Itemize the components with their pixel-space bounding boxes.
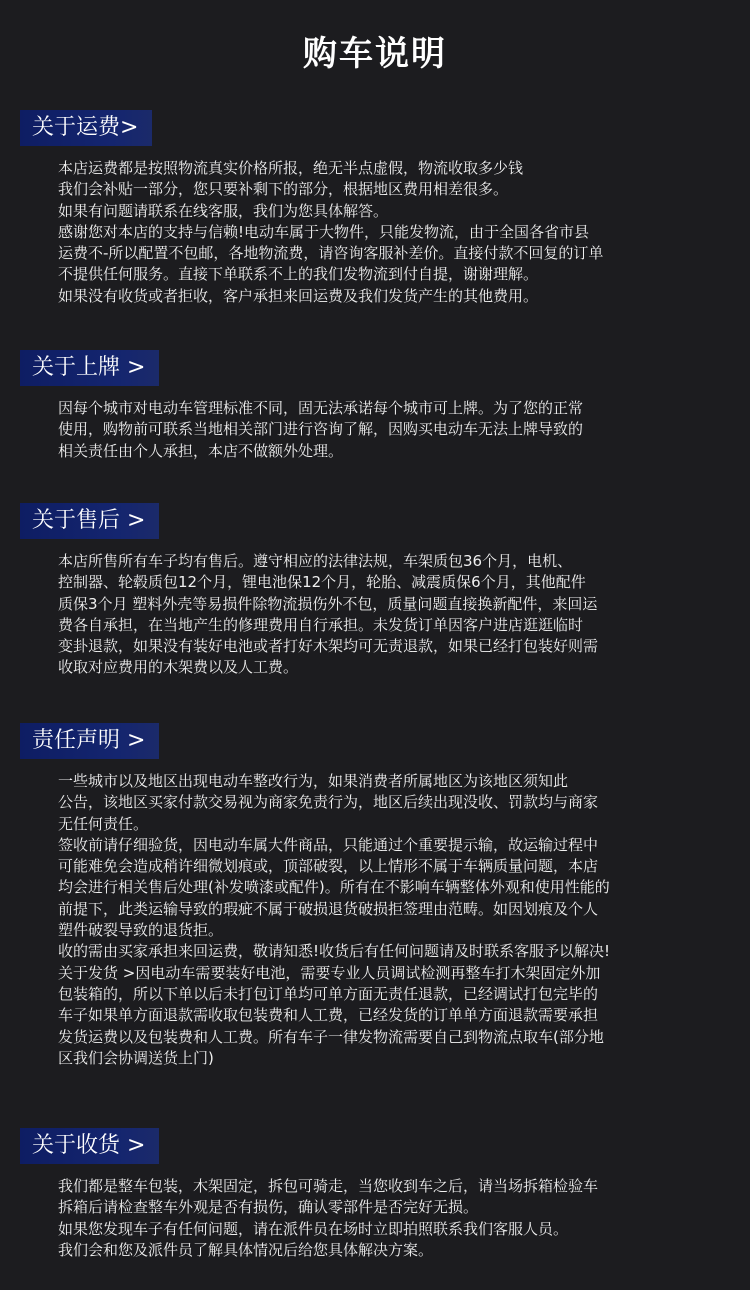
body-line: 费各自承担，在当地产生的修理费用自行承担。未发货订单因客户进店逛逛临时 [58, 615, 584, 634]
body-line: 如果您发现车子有任何问题，请在派件员在场时立即拍照联系我们客服人员。 [58, 1219, 569, 1238]
section-license-plate [0, 350, 750, 462]
body-line: 无任何责任。 [58, 814, 149, 833]
body-line: 我们都是整车包装，木架固定，拆包可骑走，当您收到车之后，请当场拆箱检验车 [58, 1177, 599, 1195]
body-line: 控制器、轮毂质包12个月，锂电池保12个月，轮胎、减震质保6个月，其他配件 [58, 573, 586, 592]
body-line: 变卦退款，如果没有装好电池或者打好木架均可无责退款，如果已经打包装好则需 [58, 637, 599, 656]
section-liability-statement [0, 723, 750, 1069]
body-line: 包装箱的，所以下单以后未打包订单均可单方面无责任退款，已经调试打包完毕的 [58, 984, 599, 1003]
body-line: 均会进行相关售后处理(补发喷漆或配件)。所有在不影响车辆整体外观和使用性能的 [58, 878, 610, 897]
body-line: 不提供任何服务。直接下单联系不上的我们发物流到付自提，谢谢理解。 [58, 265, 539, 284]
body-line: 如果有问题请联系在线客服，我们为您具体解答。 [58, 201, 389, 220]
body-line: 可能难免会造成稍许细微划痕或，顶部破裂，以上情形不属于车辆质量问题，本店 [58, 857, 599, 876]
section-heading: 关于收货 > [20, 1128, 159, 1164]
body-line: 本店所售所有车子均有售后。遵守相应的法律法规，车架质包36个月，电机、 [58, 552, 573, 570]
body-line: 感谢您对本店的支持与信赖!电动车属于大物件，只能发物流，由于全国各省市县 [58, 222, 590, 241]
section-shipping [0, 110, 750, 307]
body-line: 相关责任由个人承担，本店不做额外处理。 [58, 441, 344, 460]
body-line: 因每个城市对电动车管理标准不同，固无法承诺每个城市可上牌。为了您的正常 [58, 399, 584, 417]
section-after-sales [0, 503, 750, 679]
section-heading: 关于运费> [20, 110, 152, 146]
body-line: 使用，购物前可联系当地相关部门进行咨询了解，因购买电动车无法上牌导致的 [58, 420, 584, 439]
section-body [58, 551, 738, 679]
body-line: 我们会和您及派件员了解具体情况后给您具体解决方案。 [58, 1240, 434, 1259]
section-receiving [0, 1128, 750, 1261]
section-heading: 关于售后 > [20, 503, 159, 539]
body-line: 车子如果单方面退款需收取包装费和人工费，已经发货的订单单方面退款需要承担 [58, 1006, 599, 1025]
body-line: 收的需由买家承担来回运费，敬请知悉!收货后有任何问题请及时联系客服予以解决! [58, 942, 611, 961]
section-body [58, 771, 738, 1069]
body-line: 塑件破裂导致的退货拒。 [58, 921, 224, 940]
body-line: 收取对应费用的木架费以及人工费。 [58, 658, 299, 677]
page-title: 购车说明 [303, 34, 447, 74]
section-body [58, 1176, 738, 1261]
body-line: 运费不-所以配置不包邮，各地物流费，请咨询客服补差价。直接付款不回复的订单 [58, 244, 604, 263]
body-line: 公告，该地区买家付款交易视为商家免责行为，地区后续出现没收、罚款均与商家 [58, 793, 599, 812]
body-line: 签收前请仔细验货，因电动车属大件商品，只能通过个重要提示输，故运输过程中 [58, 835, 599, 854]
body-line: 区我们会协调送货上门) [58, 1048, 214, 1067]
body-line: 一些城市以及地区出现电动车整改行为，如果消费者所属地区为该地区须知此 [58, 772, 569, 790]
body-line: 发货运费以及包装费和人工费。所有车子一律发物流需要自己到物流点取车(部分地 [58, 1027, 604, 1046]
section-heading: 责任声明 > [20, 723, 159, 759]
body-line: 关于发货 >因电动车需要装好电池，需要专业人员调试检测再整车打木架固定外加 [58, 963, 601, 982]
section-body [58, 158, 738, 307]
body-line: 拆箱后请检查整车外观是否有损伤，确认零部件是否完好无损。 [58, 1198, 479, 1217]
body-line: 质保3个月 塑料外壳等易损件除物流损伤外不包，质量问题直接换新配件，来回运 [58, 594, 598, 613]
body-line: 本店运费都是按照物流真实价格所报，绝无半点虚假，物流收取多少钱 [58, 159, 524, 177]
body-line: 前提下，此类运输导致的瑕疵不属于破损退货破损拒签理由范畴。如因划痕及个人 [58, 899, 599, 918]
section-heading: 关于上牌 > [20, 350, 159, 386]
section-body [58, 398, 738, 462]
body-line: 如果没有收货或者拒收，客户承担来回运费及我们发货产生的其他费用。 [58, 286, 539, 305]
body-line: 我们会补贴一部分，您只要补剩下的部分，根据地区费用相差很多。 [58, 180, 509, 199]
